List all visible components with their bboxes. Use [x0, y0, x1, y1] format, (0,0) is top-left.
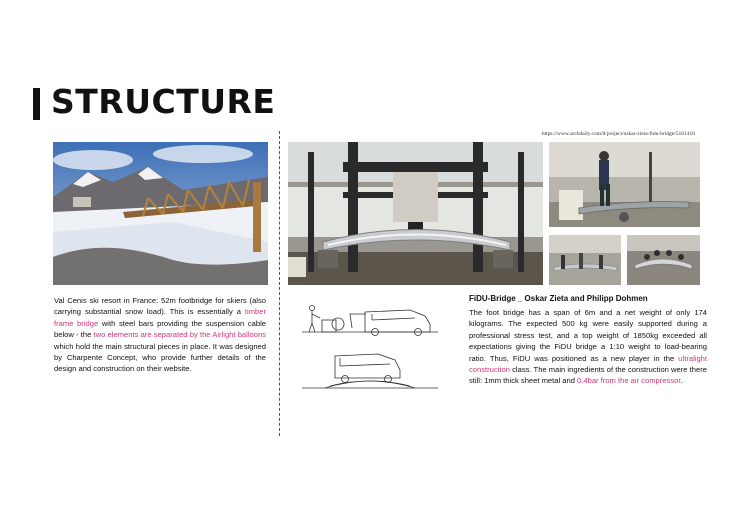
column-divider: [279, 131, 280, 436]
bridge-team-photo: [549, 235, 621, 285]
stress-test-lab-photo: [288, 142, 543, 285]
transport-diagram: [300, 298, 440, 336]
person-on-bridge-photo: [549, 142, 700, 227]
text-run: which hold the main structural pieces in place. It was designed by Charpente Concept, who provide further details of the design and construction on their website.: [54, 341, 266, 374]
highlight-air-compressor: 0.4bar from the air compressor: [577, 376, 681, 386]
text-run: with steel bars providing the suspension cable below - the: [54, 318, 266, 340]
text-run: .: [680, 376, 683, 386]
source-url[interactable]: https://www.archdaily.com/8/project/oskar-zieta-fidu-bridge/5101416: [541, 131, 695, 137]
fidu-bridge-heading: FiDU-Bridge _ Oskar Zieta and Philipp Dohmen: [469, 294, 648, 303]
van-on-bridge-diagram: [300, 348, 440, 393]
highlight-airlight-balloons: two elements are separated by the Airlight balloons: [93, 330, 266, 340]
title-accent-bar: [33, 88, 40, 120]
highlight-ultralight-construction: ultralight construction: [469, 353, 707, 375]
highlight-timber-frame: timber frame bridge: [54, 307, 266, 328]
page-title: STRUCTURE: [51, 82, 276, 121]
fidu-bridge-description: [469, 307, 707, 387]
bridge-crowd-photo: [627, 235, 700, 285]
text-run: class. The main ingredients of the construction were there still: 1mm thick sheet metal and: [469, 365, 707, 386]
text-run: Val Cenis ski resort in France: 52m footbridge for skiers (also carrying substantial snow load). This is essentially a: [54, 296, 266, 317]
text-run: The foot bridge has a span of 6m and a net weight of only 174 kilograms. The expected 500 kg were easily supported during a professional stress test, and a top weight of 1850kg exceeded all expectations giving the FiDU bridge a 1:10 weight to load-bearing ratio. Thus, FiDU was positioned as a new player in the: [469, 308, 707, 363]
ski-bridge-photo: [53, 142, 268, 285]
ski-bridge-description: [54, 295, 266, 375]
